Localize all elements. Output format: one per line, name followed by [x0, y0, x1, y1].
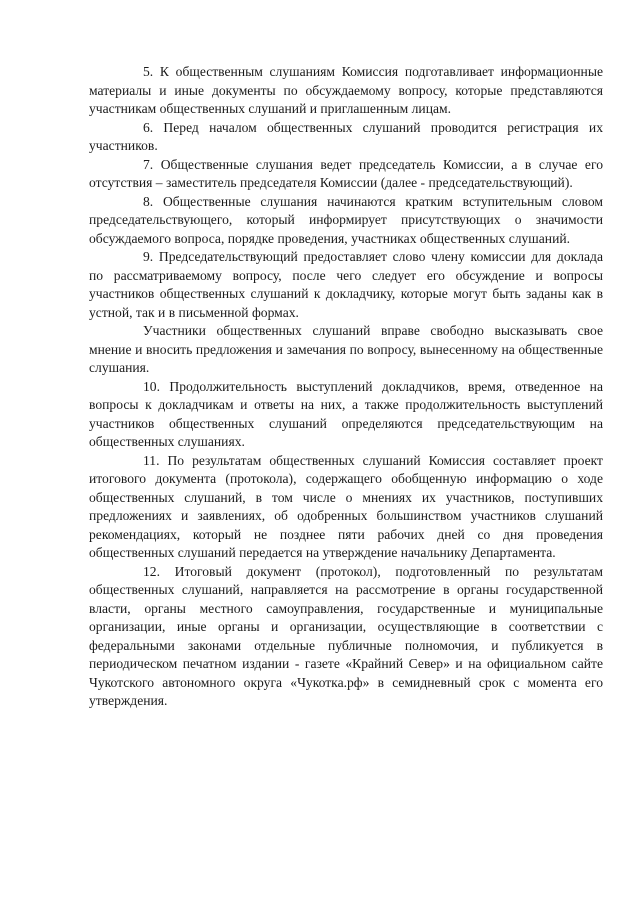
- paragraph-item-9: 9. Председательствующий предоставляет слово члену комиссии для доклада по рассматриваемому вопросу, после чего следует его обсуждение и вопросы участников общественных слушаний к докладчику, которые могут быть заданы как в устной, так и в письменной формах.: [89, 249, 603, 320]
- paragraph-item-8: 8. Общественные слушания начинаются кратким вступительным словом председательствующего, который информирует присутствующих о значимости обсуждаемого вопроса, порядке проведения, участниках общественных слушаний.: [89, 193, 603, 246]
- paragraph-item-12: 12. Итоговый документ (протокол), подготовленный по результатам общественных слушаний, направляется на рассмотрение в органы государственной власти, органы местного самоуправления, государственные и муниципальные организации, иные органы и организации, осуществляющие в соответствии с федеральными законами отдельные публичные полномочия, и публикуется в периодическом печатном издании - газете «Крайний Север» и на официальном сайте Чукотского автономного округа «Чукотка.рф» в семидневный срок с момента его утверждения.: [89, 563, 603, 708]
- paragraph-item-9-continued: Участники общественных слушаний вправе свободно высказывать свое мнение и вносить предложения и замечания по вопросу, вынесенному на общественные слушания.: [89, 323, 603, 375]
- paragraph-item-10: 10. Продолжительность выступлений докладчиков, время, отведенное на вопросы к докладчикам и ответы на них, а также продолжительность выступлений участников общественных слушаний определяются председательствующим на общественных слушаниях.: [89, 378, 603, 449]
- paragraph-item-11: 11. По результатам общественных слушаний Комиссия составляет проект итогового документа (протокола), содержащего обобщенную информацию о ходе общественных слушаний, в том числе о мнениях их участников, поступивших предложениях и заявлениях, об одобренных большинством участников слушаний рекомендациях, который не позднее пяти рабочих дней со дня проведения общественных слушаний передается на утверждение начальнику Департамента.: [89, 452, 603, 560]
- paragraph-item-7: 7. Общественные слушания ведет председатель Комиссии, а в случае его отсутствия – заместитель председателя Комиссии (далее - председательствующий).: [89, 156, 603, 190]
- paragraph-item-6: 6. Перед началом общественных слушаний проводится регистрация их участников.: [89, 119, 603, 153]
- paragraph-item-5: 5. К общественным слушаниям Комиссия подготавливает информационные материалы и иные документы по обсуждаемому вопросу, которые представляются участникам общественных слушаний и приглашенным лицам.: [89, 64, 603, 116]
- document-body: [89, 63, 603, 711]
